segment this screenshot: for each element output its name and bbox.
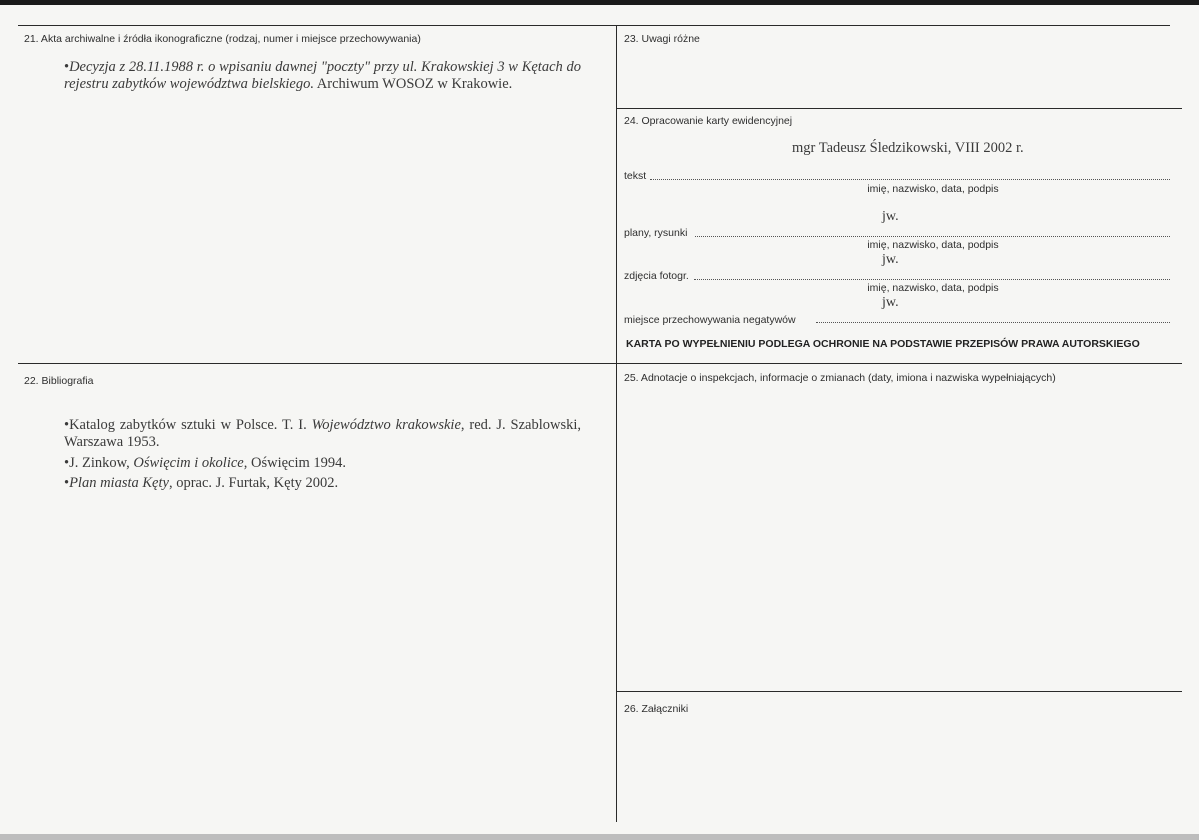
photos-row-value: jw. [882,295,899,310]
plans-row-dots [695,236,1170,237]
bibliography-item-text: J. Zinkow, [69,455,134,471]
bibliography-item [64,455,581,472]
bibliography-item-title: Województwo krakowskie [311,417,461,433]
plans-row-label: plany, rysunki [624,227,688,239]
archive-decision-text: Decyzja z 28.11.1988 r. o wpisaniu dawnej "poczty" przy ul. Krakowskiej 3 w Kętach do rejestru zabytków województwa bielskiego. [64,59,581,92]
text-row-sub: imię, nazwisko, data, podpis [867,183,999,195]
text-row-dots [650,179,1170,180]
bibliography-item-text: , Oświęcim 1994. [243,455,347,471]
bullet: • [64,475,70,491]
center-divider [616,25,617,822]
plans-row-sub: imię, nazwisko, data, podpis [867,239,999,251]
section-23-label: 23. Uwagi różne [624,33,700,45]
negatives-row-dots [816,322,1170,323]
plans-row-value: jw. [882,252,899,267]
bibliography-item [64,417,581,451]
rule-23-24 [616,108,1182,109]
photos-row-label: zdjęcia fotogr. [624,270,689,282]
section-21-entry [64,59,581,93]
bullet: • [64,417,70,433]
bibliography-item-title: Oświęcim i okolice [133,455,244,471]
photos-row-sub: imię, nazwisko, data, podpis [867,282,999,294]
bibliography-item-text: , red. J. Szablowski, Warszawa 1953. [64,417,581,450]
photos-row-dots [694,279,1170,280]
section-26-label: 26. Załączniki [624,703,689,715]
bibliography-item-text: , oprac. J. Furtak, Kęty 2002. [168,475,339,491]
section-21-label: 21. Akta archiwalne i źródła ikonograficzne (rodzaj, numer i miejsce przechowywania) [24,33,421,45]
text-row-value: jw. [882,209,899,224]
scan-edge-bottom [0,834,1199,840]
bibliography-item [64,475,581,492]
bullet: • [64,59,70,75]
section-25-label: 25. Adnotacje o inspekcjach, informacje o zmianach (daty, imiona i nazwiska wypełniających) [624,372,1056,384]
negatives-row-label: miejsce przechowywania negatywów [624,314,796,326]
text-row-label: tekst [624,170,647,182]
bullet: • [64,455,70,471]
top-rule [18,25,1170,26]
copyright-notice: KARTA PO WYPEŁNIENIU PODLEGA OCHRONIE NA PODSTAWIE PRZEPISÓW PRAWA AUTORSKIEGO [626,338,1140,350]
rule-25-26 [616,691,1182,692]
section-24-label: 24. Opracowanie karty ewidencyjnej [624,115,793,127]
archive-location-text: Archiwum WOSOZ w Krakowie. [313,76,513,92]
scan-edge-top [0,0,1199,5]
bibliography-item-text: Katalog zabytków sztuki w Polsce. T. I. [69,417,312,433]
middle-rule [18,363,1182,364]
card-author: mgr Tadeusz Śledzikowski, VIII 2002 r. [792,140,1024,156]
bibliography-item-title: Plan miasta Kęty [69,475,169,491]
section-22-label: 22. Bibliografia [24,375,94,387]
